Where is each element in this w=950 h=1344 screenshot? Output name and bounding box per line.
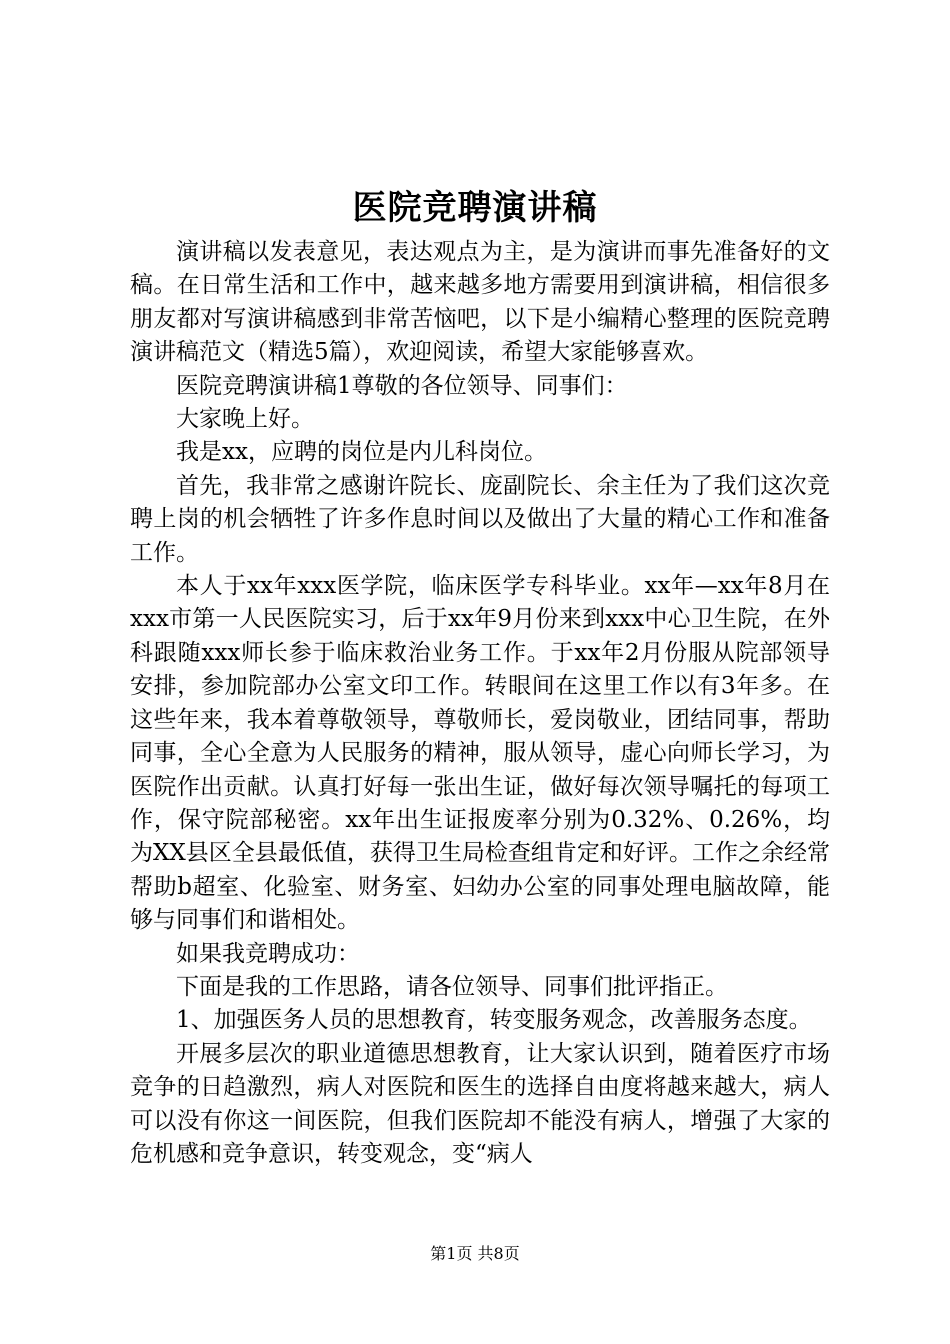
paragraph-background: 本人于xx年xxx医学院，临床医学专科毕业。xx年—xx年8月在xxx市第一人民医院实习，后于xx年9月份来到xxx中心卫生院，在外科跟随xxx师长参于临床救治业务工作。于xx年2月份服从院部领导安排，参加院部办公室文印工作。转眼间在这里工作以有3年多。在这些年来，我本着尊敬领导，尊敬师长，爱岗敬业，团结同事，帮助同事，全心全意为人民服务的精神，服从领导，虚心向师长学习，为医院作出贡献。认真打好每一张出生证，做好每次领导嘱托的每项工作，保守院部秘密。xx年出生证报废率分别为0.32%、0.26%，均为XX县区全县最低值，获得卫生局检查组肯定和好评。工作之余经常帮助b超室、化验室、财务室、妇幼办公室的同事处理电脑故障，能够与同事们和谐相处。 bbox=[130, 573, 830, 934]
paragraph-greeting: 大家晚上好。 bbox=[176, 406, 314, 433]
page-footer: 第1页 共8页 bbox=[430, 1244, 520, 1263]
paragraph-work-plan: 下面是我的工作思路，请各位领导、同事们批评指正。 bbox=[176, 973, 728, 1000]
paragraph-intro: 演讲稿以发表意见，表达观点为主，是为演讲而事先准备好的文稿。在日常生活和工作中，越来越多地方需要用到演讲稿，相信很多朋友都对写演讲稿感到非常苦恼吧，以下是小编精心整理的医院竞聘演讲稿范文（精选5篇），欢迎阅读，希望大家能够喜欢。 bbox=[130, 239, 830, 366]
document-body bbox=[130, 236, 830, 1171]
paragraph-thanks: 首先，我非常之感谢许院长、庞副院长、余主任为了我们这次竞聘上岗的机会牺牲了许多作息时间以及做出了大量的精心工作和准备工作。 bbox=[130, 472, 830, 566]
page-title: 医院竞聘演讲稿 bbox=[352, 188, 598, 228]
paragraph-speech-heading: 医院竞聘演讲稿1尊敬的各位领导、同事们： bbox=[176, 372, 628, 399]
paragraph-education: 开展多层次的职业道德思想教育，让大家认识到，随着医疗市场竞争的日趋激烈，病人对医院和医生的选择自由度将越来越大，病人可以没有你这一间医院，但我们医院却不能没有病人，增强了大家的危机感和竞争意识，转变观念，变“病人 bbox=[130, 1040, 830, 1167]
paragraph-position: 我是xx，应聘的岗位是内儿科岗位。 bbox=[176, 439, 547, 466]
paragraph-if-successful: 如果我竞聘成功： bbox=[176, 940, 360, 967]
paragraph-point-1: 1、加强医务人员的思想教育，转变服务观念，改善服务态度。 bbox=[176, 1007, 812, 1034]
